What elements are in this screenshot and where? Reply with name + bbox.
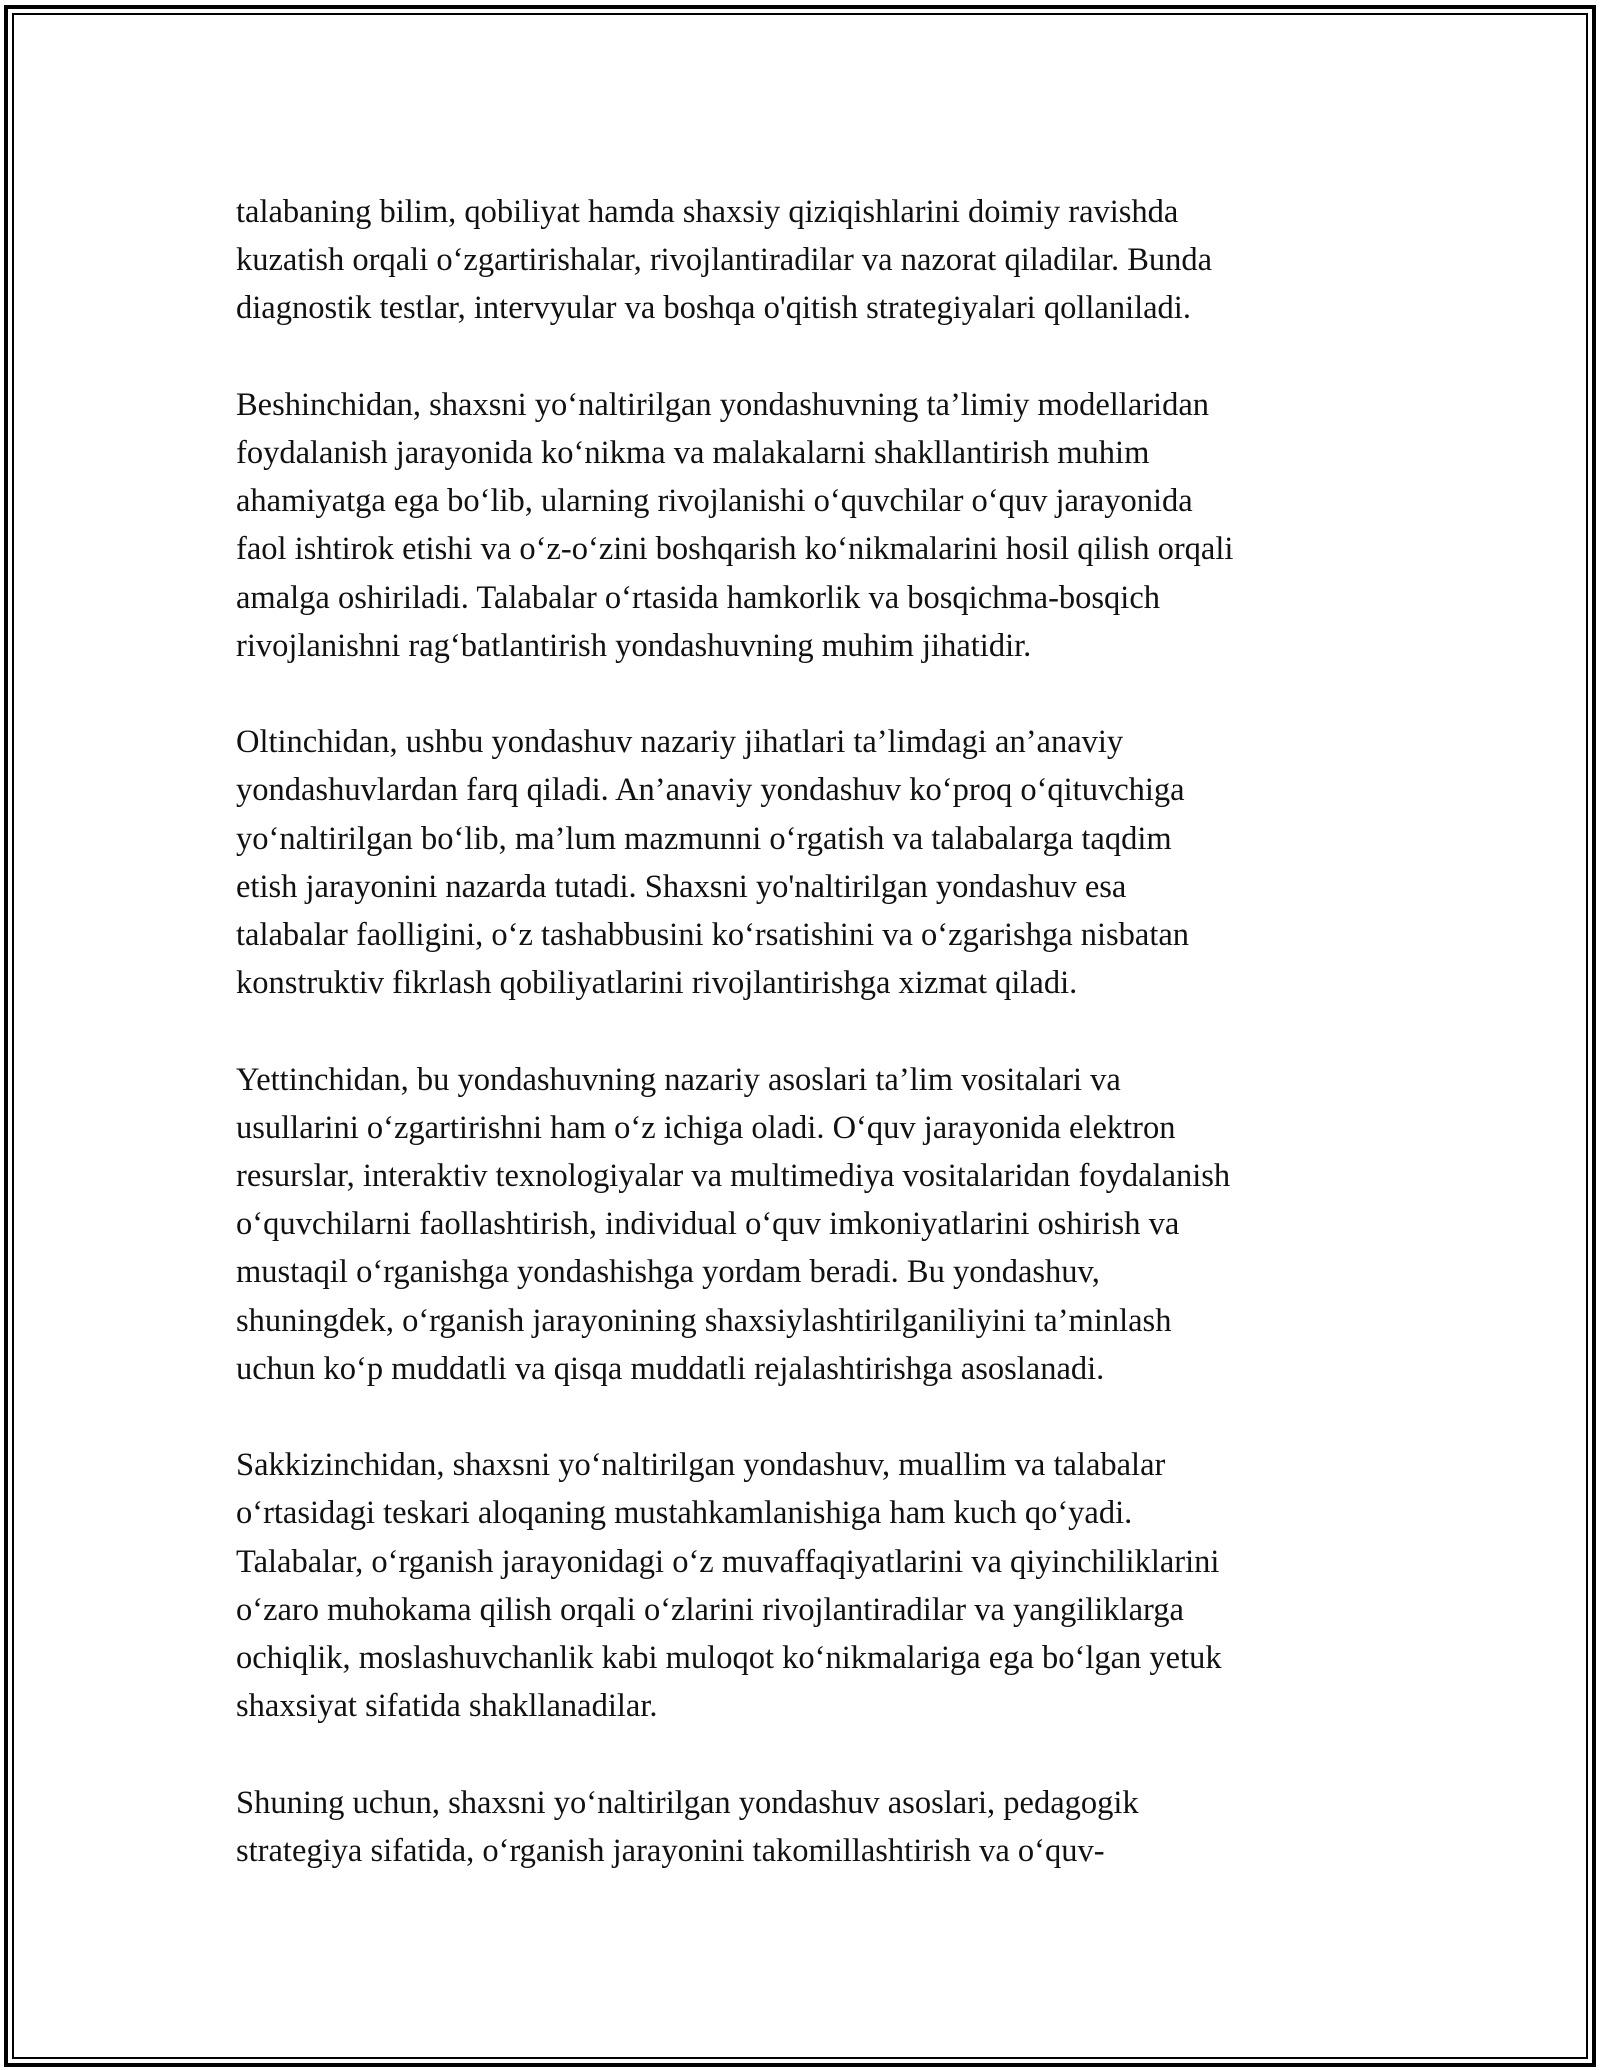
text-line: Sakkizinchidan, shaxsni yo‘naltirilgan yondashuv, muallim va talabalar	[236, 1447, 1166, 1484]
text-line: rivojlanishni rag‘batlantirish yondashuvning muhim jihatidir.	[236, 627, 1032, 664]
text-line: Talabalar, o‘rganish jarayonidagi o‘z muvaffaqiyatlarini va qiyinchiliklarini	[236, 1543, 1220, 1580]
text-line: usullarini o‘zgartirishni ham o‘z ichiga oladi. O‘quv jarayonida elektron	[236, 1109, 1176, 1146]
text-line: amalga oshiriladi. Talabalar o‘rtasida hamkorlik va bosqichma-bosqich	[236, 579, 1160, 616]
text-line: o‘quvchilarni faollashtirish, individual o‘quv imkoniyatlarini oshirish va	[236, 1206, 1180, 1243]
paragraph	[236, 188, 1386, 333]
text-line: Yettinchidan, bu yondashuvning nazariy asoslari ta’lim vositalari va	[236, 1061, 1121, 1098]
text-line: strategiya sifatida, o‘rganish jarayonini takomillashtirish va o‘quv-	[236, 1832, 1105, 1869]
paragraph	[236, 718, 1386, 1007]
text-line: talabalar faolligini, o‘z tashabbusini ko‘rsatishini va o‘zgarishga nisbatan	[236, 917, 1190, 954]
text-line: uchun ko‘p muddatli va qisqa muddatli rejalashtirishga asoslanadi.	[236, 1350, 1105, 1387]
text-line: ahamiyatga ega bo‘lib, ularning rivojlanishi o‘quvchilar o‘quv jarayonida	[236, 483, 1193, 520]
text-line: faol ishtirok etishi va o‘z-o‘zini boshqarish ko‘nikmalarini hosil qilish orqali	[236, 531, 1234, 568]
text-line: konstruktiv fikrlash qobiliyatlarini rivojlantirishga xizmat qiladi.	[236, 965, 1078, 1002]
text-line: yo‘naltirilgan bo‘lib, ma’lum mazmunni o‘rgatish va talabalarga taqdim	[236, 820, 1172, 857]
text-line: resurslar, interaktiv texnologiyalar va multimediya vositalaridan foydalanish	[236, 1158, 1231, 1195]
text-line: Oltinchidan, ushbu yondashuv nazariy jihatlari ta’limdagi an’anaviy	[236, 724, 1124, 761]
text-line: diagnostik testlar, intervyular va boshqa o'qitish strategiyalari qollaniladi.	[236, 290, 1191, 327]
text-line: mustaqil o‘rganishga yondashishga yordam beradi. Bu yondashuv,	[236, 1254, 1100, 1291]
text-line: o‘zaro muhokama qilish orqali o‘zlarini rivojlantiradilar va yangiliklarga	[236, 1591, 1184, 1628]
paragraph	[236, 1056, 1386, 1393]
text-line: Shuning uchun, shaxsni yo‘naltirilgan yondashuv asoslari, pedagogik	[236, 1784, 1139, 1821]
text-line: ochiqlik, moslashuvchanlik kabi muloqot ko‘nikmalariga ega bo‘lgan yetuk	[236, 1640, 1222, 1677]
text-line: foydalanish jarayonida ko‘nikma va malakalarni shakllantirish muhim	[236, 435, 1150, 471]
document-body	[236, 188, 1386, 1923]
text-line: shuningdek, o‘rganish jarayonining shaxsiylashtirilganiliyini ta’minlash	[236, 1302, 1172, 1339]
text-line: o‘rtasidagi teskari aloqaning mustahkamlanishiga ham kuch qo‘yadi.	[236, 1495, 1133, 1532]
text-line: yondashuvlardan farq qiladi. An’anaviy yondashuv ko‘proq o‘qituvchiga	[236, 772, 1185, 809]
paragraph	[236, 381, 1386, 670]
text-line: shaxsiyat sifatida shakllanadilar.	[236, 1688, 658, 1725]
paragraph	[236, 1441, 1386, 1730]
text-line: talabaning bilim, qobiliyat hamda shaxsiy qiziqishlarini doimiy ravishda	[236, 194, 1179, 230]
text-line: etish jarayonini nazarda tutadi. Shaxsni yo'naltirilgan yondashuv esa	[236, 868, 1127, 905]
text-line: kuzatish orqali o‘zgartirishalar, rivojlantiradilar va nazorat qiladilar. Bunda	[236, 242, 1213, 279]
paragraph	[236, 1779, 1386, 1875]
text-line: Beshinchidan, shaxsni yo‘naltirilgan yondashuvning ta’limiy modellaridan	[236, 386, 1210, 423]
